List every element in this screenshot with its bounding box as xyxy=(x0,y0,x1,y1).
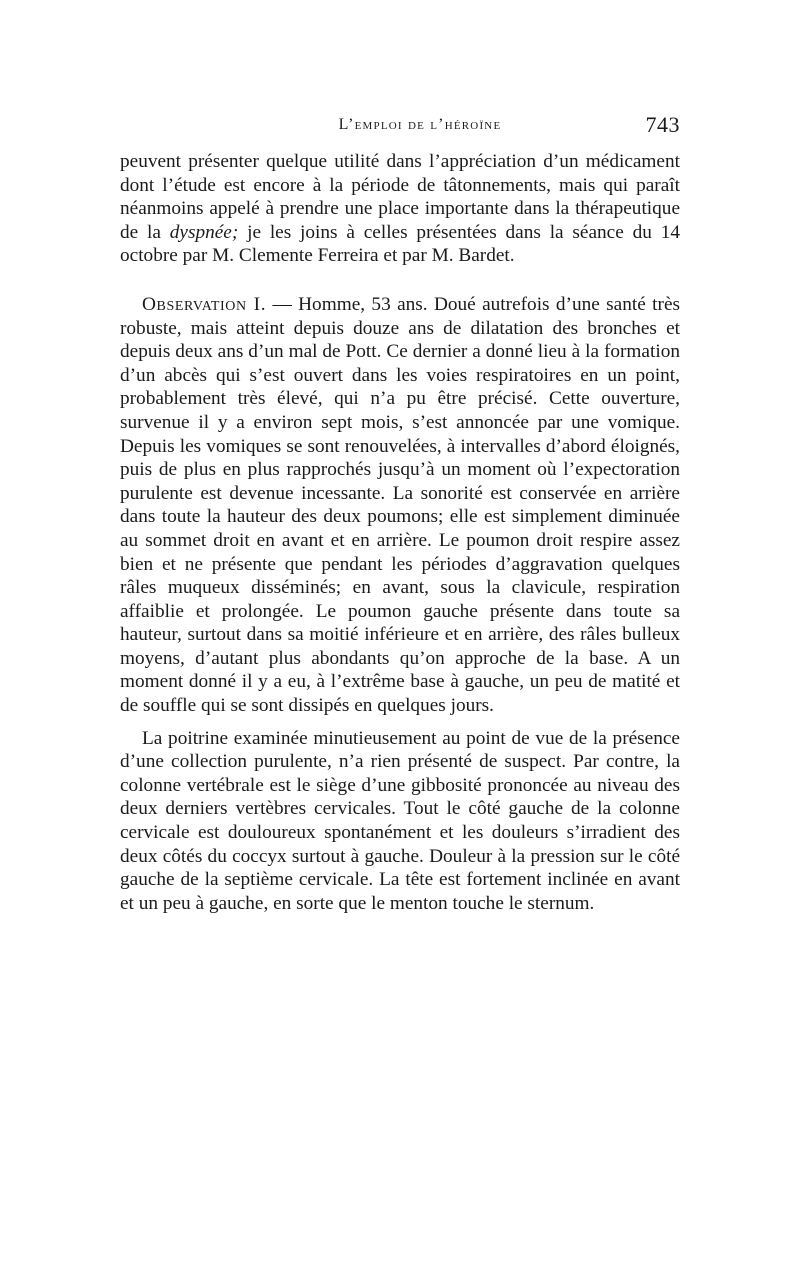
chest-exam-paragraph: La poitrine examinée minutieusement au point de vue de la présence d’une collection purulente, n’a rien présenté de suspect. Par contre, la colonne vertébrale est le siège d’une gibbosité prononcée au niveau des deux derniers vertèbres cervicales. Tout le côté gauche de la colonne cervicale est douloureux spontanément et les douleurs s’irradient des deux côtés du coccyx surtout à gauche. Douleur à la pression sur le côté gauche de la septième cervicale. La tête est fortement inclinée en avant et un peu à gauche, en sorte que le menton touche le sternum. xyxy=(120,727,680,914)
dyspnee-emphasis: dyspnée; xyxy=(169,221,239,243)
running-head xyxy=(120,112,680,142)
observation-label: Observation I. xyxy=(142,293,267,315)
intro-paragraph xyxy=(120,150,680,268)
observation-text: — Homme, 53 ans. Doué autrefois d’une santé très robuste, mais atteint depuis douze ans de dilatation des bronches et depuis deux ans d’un mal de Pott. Ce dernier a donné lieu à la formation d’un abcès qui s’est ouvert dans les voies respiratoires en un point, probablement très élevé, qui n’a pu être précisé. Cette ouverture, survenue il y a environ sept mois, s’est annoncée par une vomique. Depuis les vomiques se sont renouvelées, à intervalles d’abord éloignés, puis de plus en plus rapprochés jusqu’à un moment où l’expectoration purulente est devenue incessante. La sonorité est conservée en arrière dans toute la hauteur des deux poumons; elle est simplement diminuée au sommet droit en avant et en arrière. Le poumon droit respire assez bien et ne présente que pendant les périodes d’aggravation quelques râles muqueux disséminés; en avant, sous la clavicule, respiration affaiblie et prolongée. Le poumon gauche présente dans toute sa hauteur, surtout dans sa moitié inférieure et en arrière, des râles bulleux moyens, d’autant plus abondants qu’on approche de la base. A un moment donné il y a eu, à l’extrême base à gauche, un peu de matité et de souffle qui se sont dissipés en quelques jours. xyxy=(120,293,681,717)
body-text xyxy=(120,150,680,915)
intro-text-before: peuvent présenter quelque utilité dans l’appréciation d’un médicament dont l’étude est encore à la période de tâtonnements, mais qui paraît néanmoins appelé à prendre une place importante dans la thérapeutique de la xyxy=(120,151,680,243)
page-number: 743 xyxy=(645,112,680,137)
intro-text-after: je les joins à celles présentées dans la séance du 14 octobre par M. Clemente Ferreira et par M. Bardet. xyxy=(120,221,680,267)
running-title: L’emploi de l’héroïne xyxy=(338,116,502,133)
observation-paragraph xyxy=(120,293,680,718)
